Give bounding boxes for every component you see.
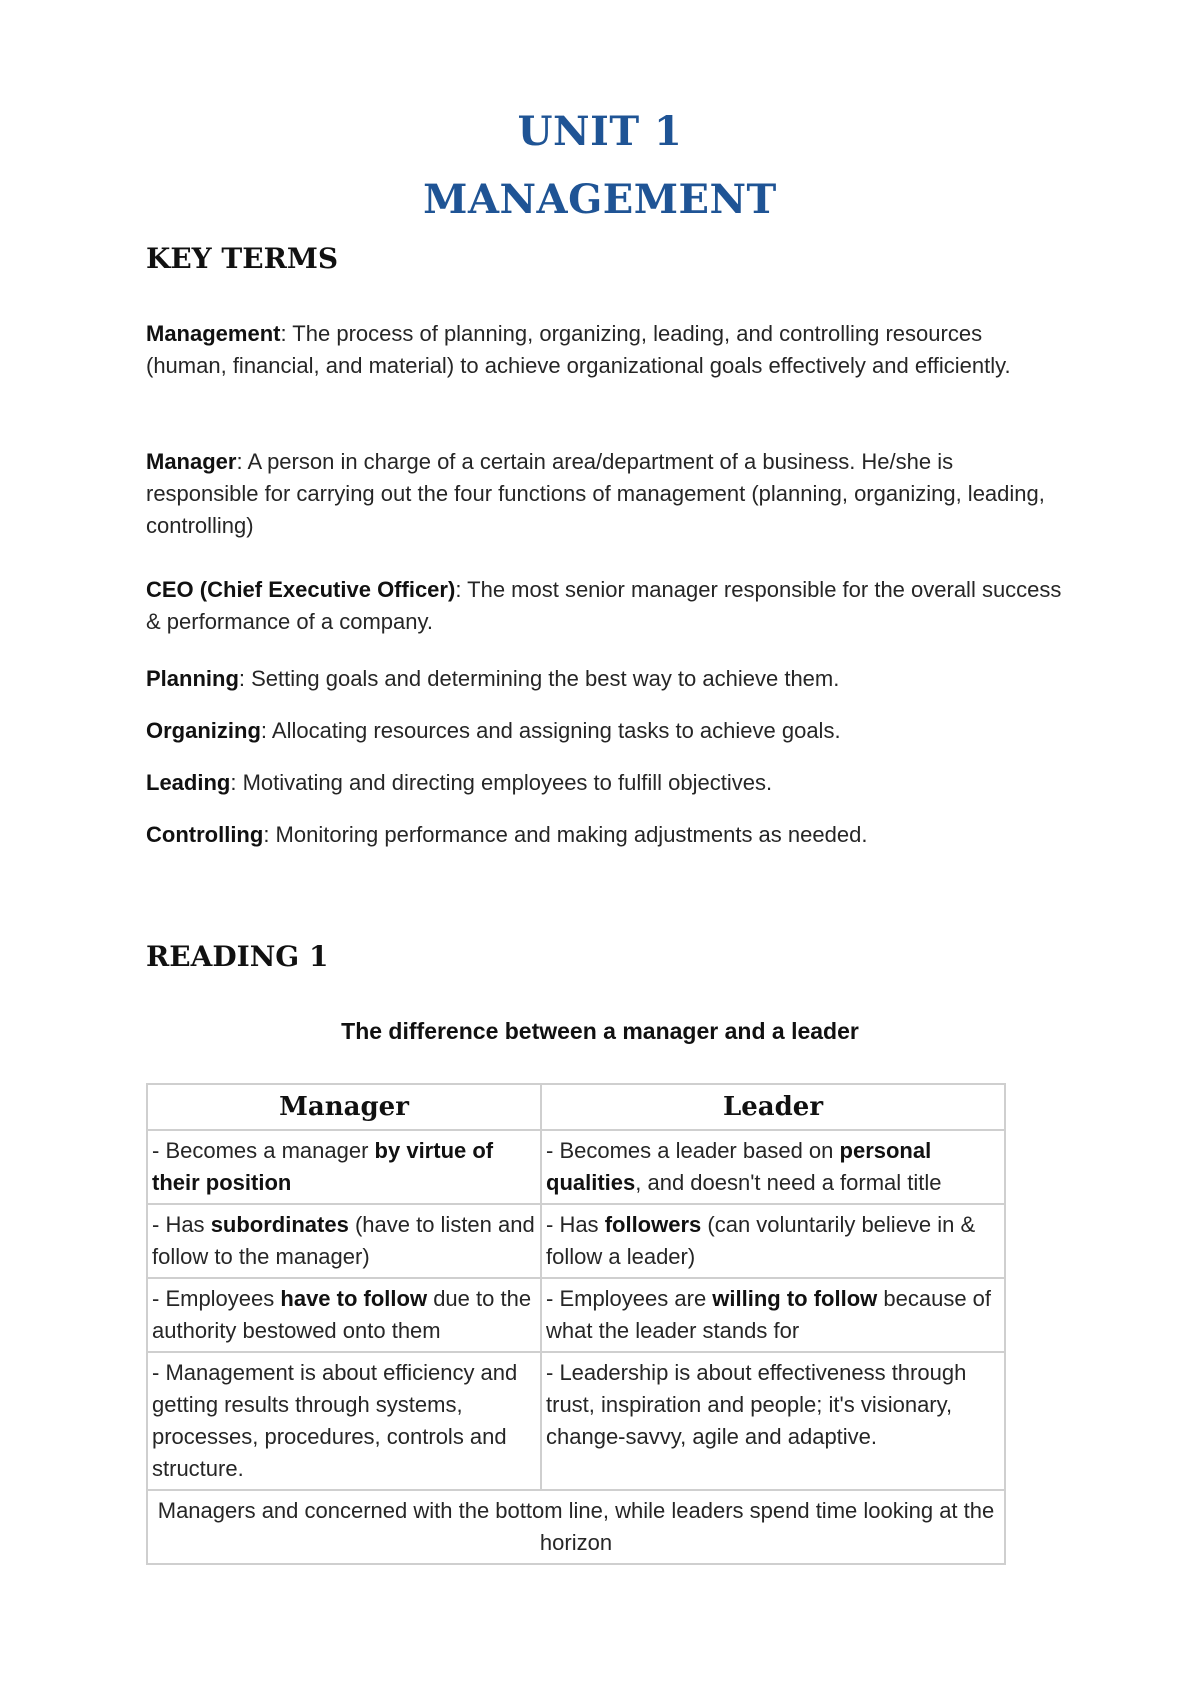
- leader-cell: [541, 1204, 1005, 1278]
- reading-heading: READING 1: [146, 940, 329, 973]
- column-header-leader: Leader: [541, 1084, 1005, 1130]
- table-row: [147, 1278, 1005, 1352]
- term-definition: : Motivating and directing employees to fulfill objectives.: [230, 770, 773, 795]
- term-label: Leading: [146, 770, 231, 795]
- term-definition: : The process of planning, organizing, leading, and controlling resources (human, financial, and material) to achieve organizational goals effectively and efficiently.: [146, 321, 1011, 378]
- cell-bold-text: by virtue of their position: [152, 1138, 494, 1195]
- table-row: [147, 1130, 1005, 1204]
- cell-text: due to the authority bestowed onto them: [152, 1286, 532, 1343]
- term-manager: [146, 446, 1066, 542]
- term-definition: : The most senior manager responsible for the overall success & performance of a company.: [146, 577, 1062, 634]
- cell-text: (can voluntarily believe in & follow a leader): [546, 1212, 976, 1269]
- cell-text: - Management is about efficiency and getting results through systems, processes, procedures, controls and structure.: [152, 1360, 518, 1481]
- unit-subject-title: MANAGEMENT: [423, 176, 777, 223]
- cell-bold-text: followers: [604, 1212, 702, 1237]
- cell-text: - Has: [152, 1212, 211, 1237]
- manager-cell: [147, 1278, 541, 1352]
- summary-cell: Managers and concerned with the bottom line, while leaders spend time looking at the horizon: [147, 1490, 1005, 1564]
- term-label: Organizing: [146, 718, 261, 743]
- cell-bold-text: subordinates: [210, 1212, 349, 1237]
- table-row: [147, 1352, 1005, 1490]
- manager-cell: [147, 1352, 541, 1490]
- cell-text: - Becomes a leader based on: [546, 1138, 840, 1163]
- cell-text: - Has: [546, 1212, 605, 1237]
- term-ceo: [146, 574, 1066, 638]
- term-controlling: [146, 819, 1066, 851]
- term-label: Management: [146, 321, 281, 346]
- manager-cell: [147, 1204, 541, 1278]
- cell-text: - Leadership is about effectiveness through trust, inspiration and people; it's visionary, change-savvy, agile and adaptive.: [546, 1360, 967, 1449]
- term-definition: : Monitoring performance and making adjustments as needed.: [263, 822, 868, 847]
- key-terms-heading: KEY TERMS: [146, 242, 339, 275]
- term-definition: : Allocating resources and assigning tasks to achieve goals.: [260, 718, 841, 743]
- column-header-manager: Manager: [147, 1084, 541, 1130]
- comparison-table: [146, 1083, 1006, 1565]
- term-label: Planning: [146, 666, 239, 691]
- leader-cell: [541, 1352, 1005, 1490]
- manager-cell: [147, 1130, 541, 1204]
- leader-cell: [541, 1130, 1005, 1204]
- cell-text: - Employees: [152, 1286, 281, 1311]
- table-caption: The difference between a manager and a leader: [341, 1018, 859, 1044]
- term-management: [146, 318, 1066, 382]
- term-organizing: [146, 715, 1066, 747]
- cell-bold-text: personal qualities: [546, 1138, 932, 1195]
- term-planning: [146, 663, 1066, 695]
- leader-cell: [541, 1278, 1005, 1352]
- cell-bold-text: have to follow: [280, 1286, 428, 1311]
- table-footer-row: [147, 1490, 1005, 1564]
- cell-text: - Becomes a manager: [152, 1138, 375, 1163]
- term-label: Manager: [146, 449, 237, 474]
- table-header-row: [147, 1084, 1005, 1130]
- term-definition: : Setting goals and determining the best way to achieve them.: [238, 666, 840, 691]
- cell-text: , and doesn't need a formal title: [635, 1170, 942, 1195]
- term-label: CEO (Chief Executive Officer): [146, 577, 456, 602]
- cell-text: (have to listen and follow to the manager): [152, 1212, 535, 1269]
- table-row: [147, 1204, 1005, 1278]
- term-definition: : A person in charge of a certain area/department of a business. He/she is responsible for carrying out the four functions of management (planning, organizing, leading, controlling): [146, 449, 1045, 538]
- term-label: Controlling: [146, 822, 264, 847]
- cell-text: because of what the leader stands for: [546, 1286, 992, 1343]
- unit-title: UNIT 1: [517, 108, 683, 155]
- term-leading: [146, 767, 1066, 799]
- cell-bold-text: willing to follow: [712, 1286, 878, 1311]
- cell-text: - Employees are: [546, 1286, 713, 1311]
